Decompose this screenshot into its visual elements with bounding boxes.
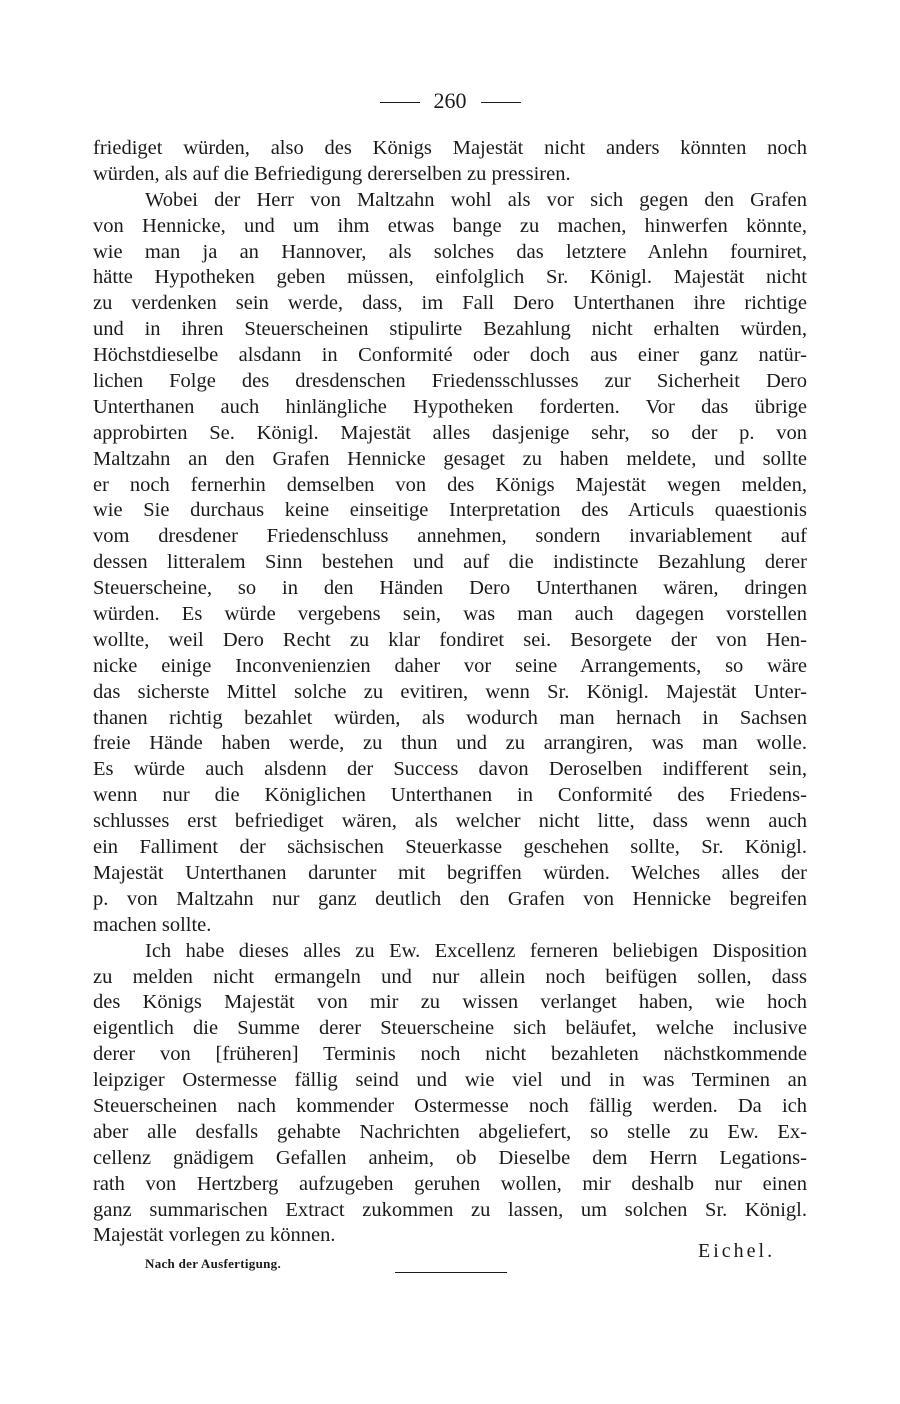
text-line: vom dresdener Friedenschluss annehmen, sondern invariablement auf [93, 525, 807, 548]
text-line: rath von Hertzberg aufzugeben geruhen wollen, mir deshalb nur einen [93, 1172, 807, 1195]
end-rule [395, 1272, 507, 1273]
text-line: derer von [früheren] Terminis noch nicht bezahleten nächstkommende [93, 1043, 807, 1066]
text-line: zu melden nicht ermangeln und nur allein noch beifügen sollen, dass [93, 965, 807, 988]
source-note: Nach der Ausfertigung. [145, 1256, 282, 1271]
text-line: schlusses erst befriediget wären, als welcher nicht litte, dass wenn auch [93, 810, 807, 833]
text-line: von Hennicke, und um ihm etwas bange zu machen, hinwerfen könnte, [93, 214, 807, 237]
text-line: eigentlich die Summe derer Steuerscheine sich beläufet, welche inclusive [93, 1017, 807, 1040]
text-line: zu verdenken sein werde, dass, im Fall Dero Unterthanen ihre richtige [93, 292, 807, 315]
text-line: wie Sie durchaus keine einseitige Interpretation des Articuls quaestionis [93, 499, 807, 522]
text-line: er noch fernerhin demselben von des Königs Majestät wegen melden, [93, 473, 807, 496]
text-line: ein Falliment der sächsischen Steuerkasse geschehen sollte, Sr. Königl. [93, 836, 807, 859]
text-line: freie Hände haben werde, zu thun und zu arrangiren, was man wolle. [93, 732, 807, 755]
text-line: Majestät vorlegen zu können. [93, 1224, 336, 1247]
text-line: Höchstdieselbe alsdann in Conformité oder doch aus einer ganz natür- [93, 344, 807, 367]
letter-body [93, 136, 807, 1249]
text-line: hätte Hypotheken geben müssen, einfolglich Sr. Königl. Majestät nicht [93, 266, 807, 289]
text-line: des Königs Majestät von mir zu wissen verlanget haben, wie hoch [93, 991, 807, 1014]
header-dash-right [481, 102, 521, 103]
text-line: aber alle desfalls gehabte Nachrichten abgeliefert, so stelle zu Ew. Ex- [93, 1120, 807, 1143]
text-line: Majestät Unterthanen darunter mit begriffen würden. Welches alles der [93, 861, 807, 884]
text-line: thanen richtig bezahlet würden, als wodurch man hernach in Sachsen [93, 706, 807, 729]
text-line: Maltzahn an den Grafen Hennicke gesaget zu haben meldete, und sollte [93, 447, 807, 470]
text-line: Ich habe dieses alles zu Ew. Excellenz ferneren beliebigen Disposition [145, 939, 807, 962]
text-line: Es würde auch alsdenn der Success davon Deroselben indifferent sein, [93, 758, 807, 781]
text-line: würden. Es würde vergebens sein, was man auch dagegen vorstellen [93, 603, 807, 626]
text-line: das sicherste Mittel solche zu evitiren, wenn Sr. Königl. Majestät Unter- [93, 680, 807, 703]
text-line: Steuerscheinen nach kommender Ostermesse noch fällig werden. Da ich [93, 1094, 807, 1117]
text-line: machen sollte. [93, 913, 212, 936]
header-dash-left [380, 102, 420, 103]
text-line: leipziger Ostermesse fällig seind und wie viel und in was Terminen an [93, 1069, 807, 1092]
text-line: dessen litteralem Sinn bestehen und auf die indistincte Bezahlung derer [93, 551, 807, 574]
text-line: friediget würden, also des Königs Majestät nicht anders könnten noch [93, 137, 807, 159]
page-number: 260 [433, 88, 467, 113]
text-line: und in ihren Steuerscheinen stipulirte Bezahlung nicht erhalten würden, [93, 318, 807, 341]
text-line: würden, als auf die Befriedigung dererselben zu pressiren. [93, 162, 571, 185]
text-line: wie man ja an Hannover, als solches das letztere Anlehn fourniret, [93, 240, 807, 263]
signature: Eichel. [698, 1240, 776, 1262]
text-line: wenn nur die Königlichen Unterthanen in Conformité des Friedens- [93, 784, 807, 807]
text-line: p. von Maltzahn nur ganz deutlich den Grafen von Hennicke begreifen [93, 887, 807, 910]
text-line: wollte, weil Dero Recht zu klar fondiret sei. Besorgete der von Hen- [93, 628, 807, 651]
text-line: cellenz gnädigem Gefallen anheim, ob Dieselbe dem Herrn Legations- [93, 1146, 807, 1169]
page-header [0, 88, 900, 114]
text-line: lichen Folge des dresdenschen Friedensschlusses zur Sicherheit Dero [93, 370, 807, 393]
text-line: nicke einige Inconvenienzien daher vor seine Arrangements, so wäre [93, 654, 807, 677]
text-line: Wobei der Herr von Maltzahn wohl als vor sich gegen den Grafen [145, 188, 807, 211]
text-line: approbirten Se. Königl. Majestät alles dasjenige sehr, so der p. von [93, 421, 807, 444]
text-line: ganz summarischen Extract zukommen zu lassen, um solchen Sr. Königl. [93, 1198, 807, 1221]
text-line: Steuerscheine, so in den Händen Dero Unterthanen wären, dringen [93, 577, 807, 600]
text-line: Unterthanen auch hinlängliche Hypotheken forderten. Vor das übrige [93, 395, 807, 418]
